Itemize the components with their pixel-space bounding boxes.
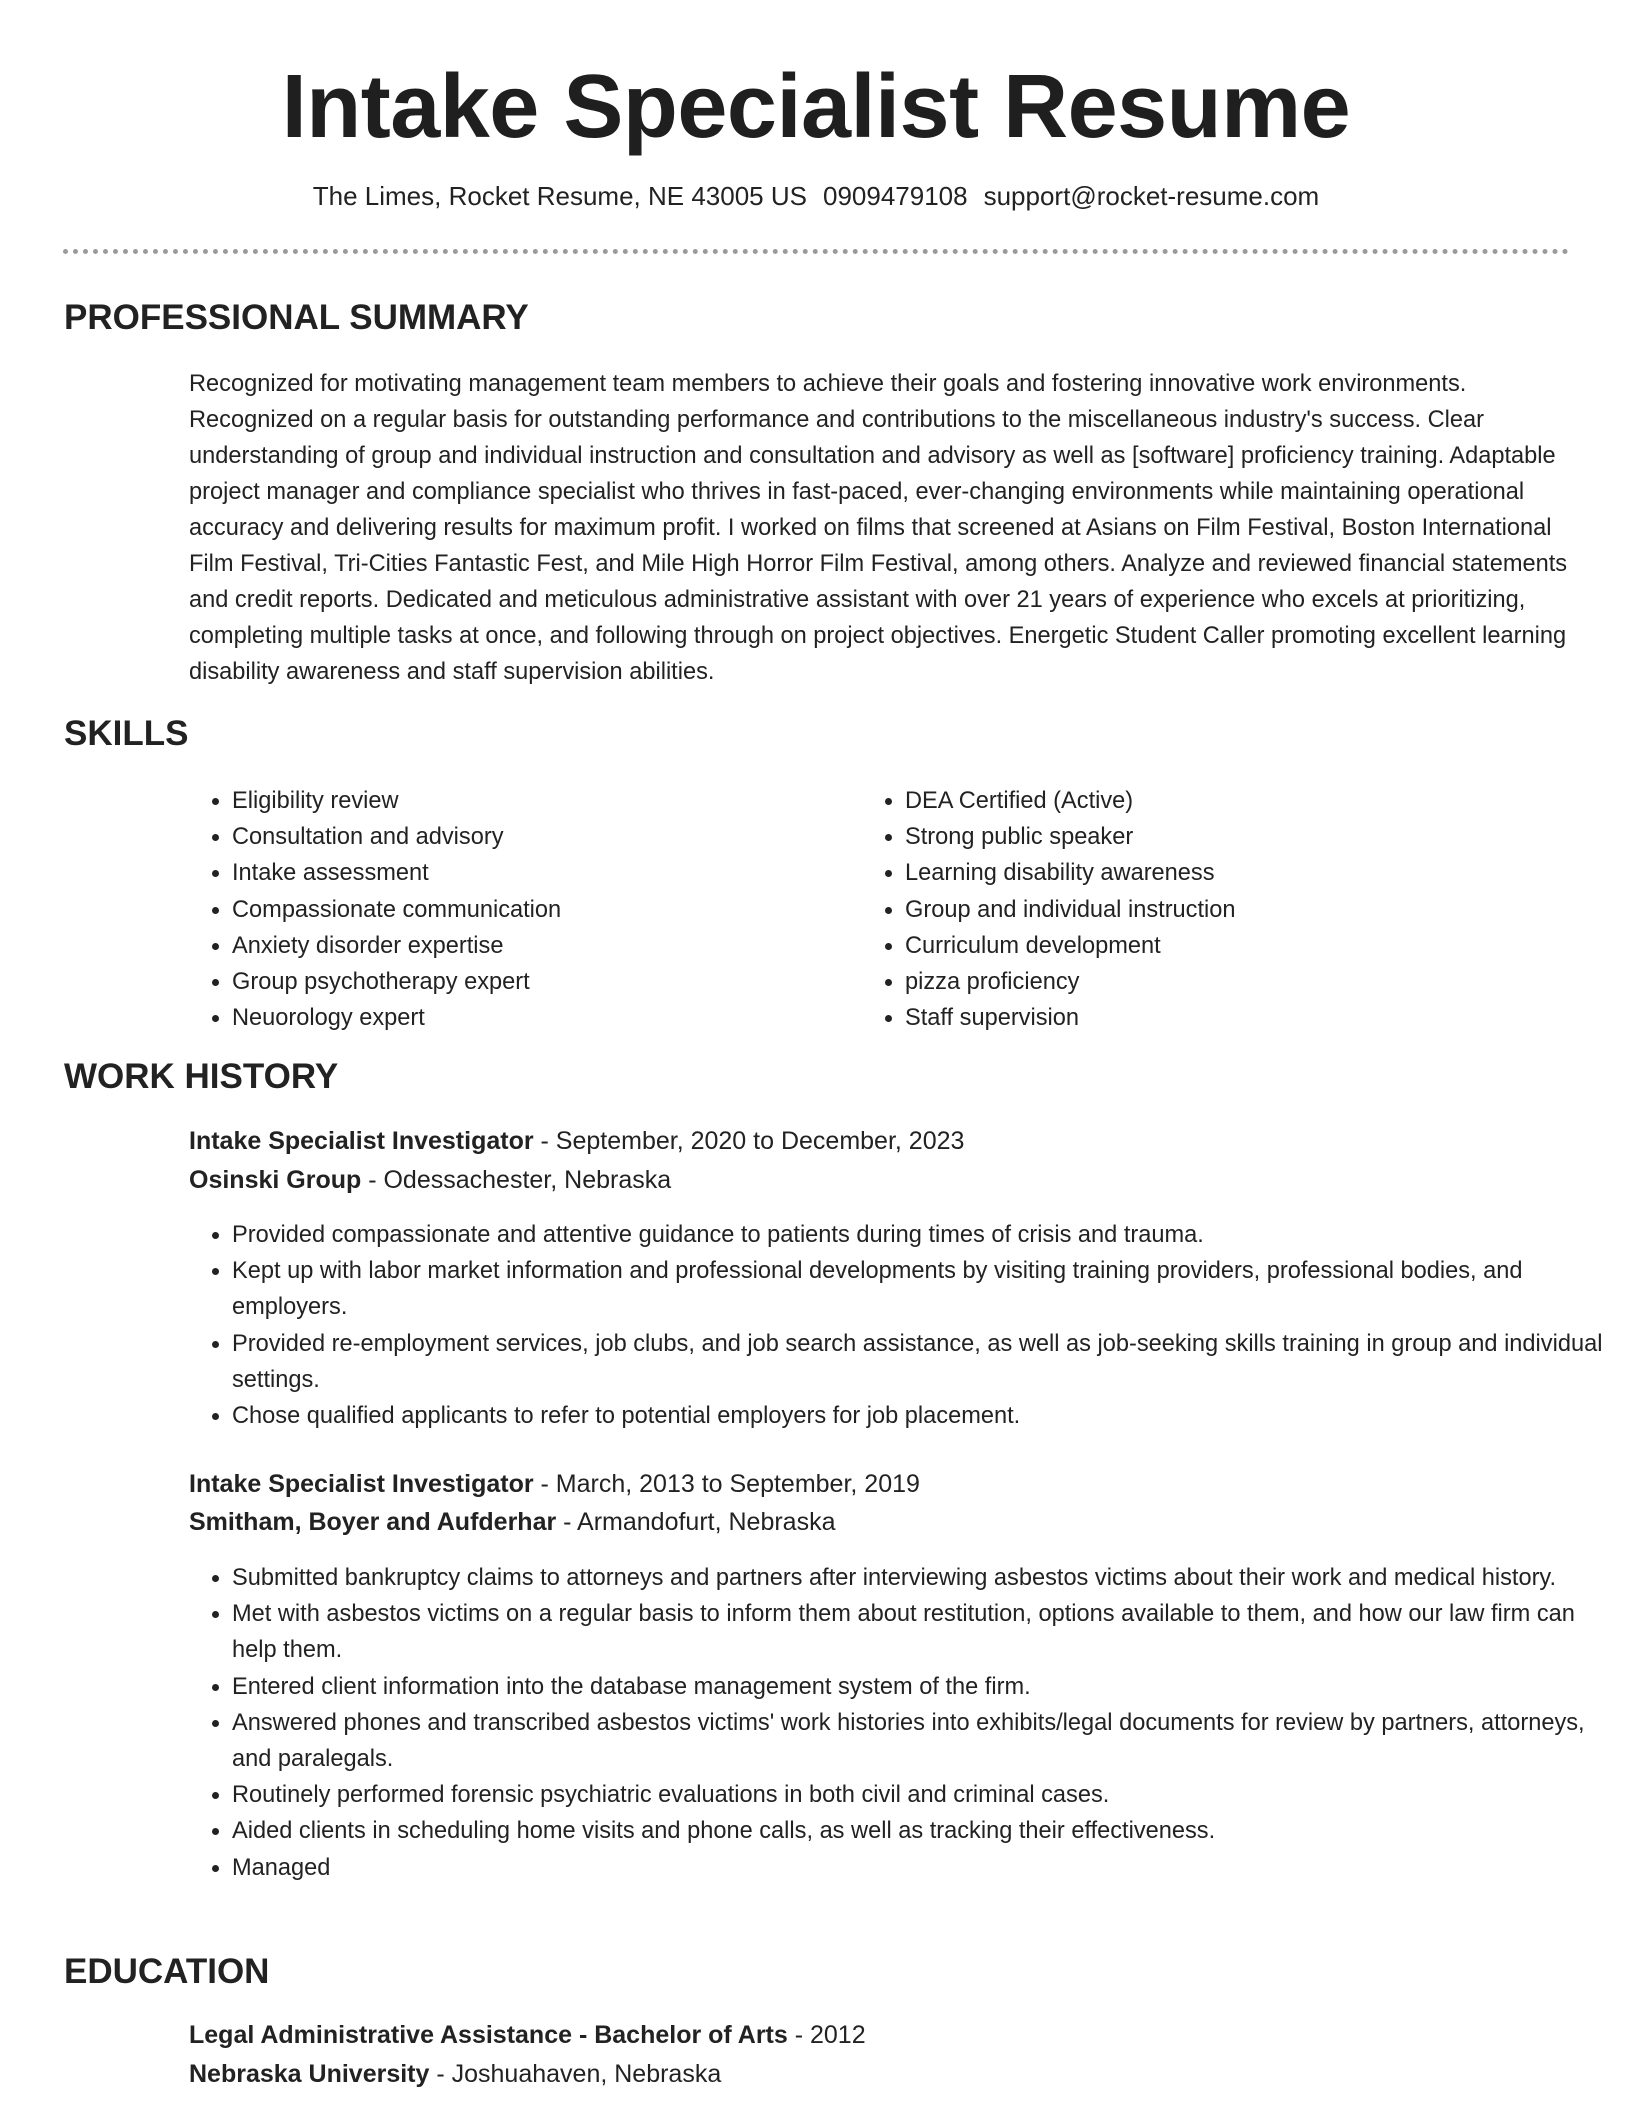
- job-bullet: • Answered phones and transcribed asbestos victims' work histories into exhibits/legal documents for review by partners, attorneys, and paralegals.: [232, 1705, 1612, 1777]
- skill-item: • Group psychotherapy expert: [232, 964, 852, 1000]
- skill-item: • Strong public speaker: [905, 819, 1605, 855]
- education-location: - Joshuahaven, Nebraska: [429, 2060, 722, 2088]
- header-divider: [63, 249, 1569, 254]
- job-bullet: • Entered client information into the database management system of the firm.: [232, 1669, 1612, 1705]
- skill-item: • Compassionate communication: [232, 892, 852, 928]
- summary-heading: PROFESSIONAL SUMMARY: [64, 298, 529, 337]
- job-title-line: [189, 1123, 964, 1159]
- job-bullet: • Provided re-employment services, job clubs, and job search assistance, as well as job-seeking skills training in group and individual settings.: [232, 1326, 1612, 1398]
- job-dates: - September, 2020 to December, 2023: [533, 1127, 965, 1155]
- skill-item: • Intake assessment: [232, 855, 852, 891]
- job-bullet: • Met with asbestos victims on a regular basis to inform them about restitution, options available to them, and how our law firm can help them.: [232, 1596, 1612, 1668]
- skill-item: • pizza proficiency: [905, 964, 1605, 1000]
- skill-item: • Staff supervision: [905, 1000, 1605, 1036]
- job-location: - Odessachester, Nebraska: [361, 1166, 672, 1194]
- work-heading: WORK HISTORY: [64, 1057, 339, 1096]
- skill-item: • Group and individual instruction: [905, 892, 1605, 928]
- education-year: - 2012: [787, 2021, 866, 2049]
- job-company: Smitham, Boyer and Aufderhar: [189, 1508, 557, 1536]
- job-company-line: [189, 1162, 671, 1198]
- contact-phone: 0909479108: [822, 181, 968, 211]
- job-bullets: [189, 1217, 1612, 1434]
- skill-item: • Consultation and advisory: [232, 819, 852, 855]
- job-bullets: [189, 1560, 1612, 1886]
- job-bullet: • Submitted bankruptcy claims to attorneys and partners after interviewing asbestos victims about their work and medical history.: [232, 1560, 1612, 1596]
- job-bullet: • Routinely performed forensic psychiatric evaluations in both civil and criminal cases.: [232, 1777, 1612, 1813]
- job-title: Intake Specialist Investigator: [189, 1470, 534, 1498]
- job-bullet: • Provided compassionate and attentive guidance to patients during times of crisis and trauma.: [232, 1217, 1612, 1253]
- skill-item: • Neuorology expert: [232, 1000, 852, 1036]
- education-school-line: [189, 2056, 721, 2092]
- skills-list-right: [862, 783, 1605, 1036]
- contact-address: The Limes, Rocket Resume, NE 43005 US: [312, 181, 807, 211]
- skill-item: • Learning disability awareness: [905, 855, 1605, 891]
- job-bullet: • Chose qualified applicants to refer to potential employers for job placement.: [232, 1398, 1612, 1434]
- education-school: Nebraska University: [189, 2060, 430, 2088]
- job-bullet: • Managed: [232, 1850, 1612, 1886]
- skills-heading: SKILLS: [64, 714, 189, 753]
- skill-item: • Anxiety disorder expertise: [232, 928, 852, 964]
- job-bullet: • Kept up with labor market information and professional developments by visiting training providers, professional bodies, and employers.: [232, 1253, 1612, 1325]
- job-title: Intake Specialist Investigator: [189, 1127, 534, 1155]
- job-location: - Armandofurt, Nebraska: [556, 1508, 836, 1536]
- skill-item: • Curriculum development: [905, 928, 1605, 964]
- job-bullet: • Aided clients in scheduling home visits and phone calls, as well as tracking their effectiveness.: [232, 1813, 1612, 1849]
- job-company-line: [189, 1504, 836, 1540]
- skill-item: • DEA Certified (Active): [905, 783, 1605, 819]
- job-company: Osinski Group: [189, 1166, 362, 1194]
- education-heading: EDUCATION: [64, 1952, 270, 1991]
- page-title: Intake Specialist Resume: [281, 57, 1351, 157]
- skills-list-left: [189, 783, 852, 1036]
- job-dates: - March, 2013 to September, 2019: [533, 1470, 920, 1498]
- contact-line: [0, 178, 1632, 214]
- skill-item: • Eligibility review: [232, 783, 852, 819]
- job-title-line: [189, 1466, 920, 1502]
- contact-email: support@rocket-resume.com: [983, 181, 1320, 211]
- education-degree-line: [189, 2017, 866, 2053]
- education-degree: Legal Administrative Assistance - Bachelor of Arts: [189, 2021, 788, 2049]
- summary-text: Recognized for motivating management team members to achieve their goals and fostering innovative work environments. Recognized on a regular basis for outstanding performance and contributions to the miscellaneous industry's success. Clear understanding of group and individual instruction and consultation and advisory as well as [software] proficiency training. Adaptable project manager and compliance specialist who thrives in fast-paced, ever-changing environments while maintaining operational accuracy and delivering results for maximum profit. I worked on films that screened at Asians on Film Festival, Boston International Film Festival, Tri-Cities Fantastic Fest, and Mile High Horror Film Festival, among others. Analyze and reviewed financial statements and credit reports. Dedicated and meticulous administrative assistant with over 21 years of experience who excels at prioritizing, completing multiple tasks at once, and following through on project objectives. Energetic Student Caller promoting excellent learning disability awareness and staff supervision abilities.: [189, 371, 1568, 685]
